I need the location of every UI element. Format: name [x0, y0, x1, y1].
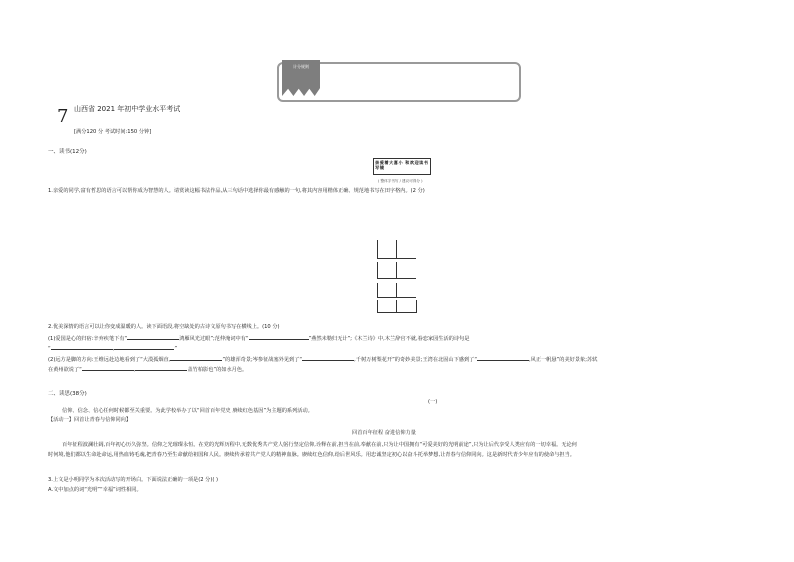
- question-2-line-4: [48, 365, 247, 375]
- q2-text-2c: ”: [174, 346, 178, 352]
- q2-text-1b: 鸿雁风光过眼”;范仲淹词中有“: [179, 336, 249, 342]
- answer-blank[interactable]: [302, 355, 354, 361]
- answer-blank[interactable]: [477, 355, 529, 361]
- grid-cell[interactable]: [377, 300, 417, 313]
- section-heading-thinking: 二、读思(38分): [48, 391, 87, 397]
- q2-text-2b: ,: [112, 346, 115, 352]
- q2-text-3a: (2)远方是脚的方向:王维远赴边地看到了“大漠孤烟直,: [48, 357, 171, 363]
- exam-tag-text: 计分规则: [293, 64, 309, 69]
- grid-divider: [396, 283, 397, 297]
- answer-blank[interactable]: [170, 355, 222, 361]
- exam-title: 山西省 2021 年初中学业水平考试: [74, 105, 181, 113]
- question-2-line-3: [48, 355, 597, 365]
- question-3: 3.上文是小明同学为本次活动写的开场白。下面说法正确的一项是(2 分)( ): [48, 477, 219, 483]
- article-paragraph-2: 时何境,他们都以生命赴命运,用热血铸毛魂,把青春乃至生命献给祖国和人民。赓续传承着共产党人的精神血脉。赓续红色信仰,给后世风乐。用忠诚坚定初心以奋斗托举梦想,让青春与信仰同向。这是新时代青少年应有的使命与担当。: [48, 452, 575, 458]
- q2-text-4c: 盖竹柏影也”的如水月色。: [187, 367, 248, 373]
- q2-text-3d: ,风正一帆悬”的美好景象;苏轼: [529, 357, 598, 363]
- question-3-option-a: A.文中加点的词“光明”“幸福”词性相同。: [48, 487, 142, 493]
- exam-subtitle: [满分120 分 考试时间:150 分钟]: [74, 129, 152, 135]
- q2-text-4a: 在黄州欲说了“: [48, 367, 82, 373]
- answer-blank[interactable]: [51, 344, 113, 350]
- q2-text-2a: “: [48, 346, 51, 352]
- answer-blank[interactable]: [249, 334, 309, 340]
- article-title: 回首百年征程 奋进信仰力量: [352, 430, 416, 436]
- q2-text-1a: (1)爱国是心的归宿:辛弃疾笔下有“: [48, 336, 128, 342]
- question-2-intro: 2.优美深情的语言可以让你变成温暖的人。读下面语段,将空缺处的古诗文原句书写在横线上。(10 分): [48, 324, 280, 330]
- article-paragraph-1: 百年征程波澜壮阔,百年初心历久弥坚。信仰之光璀璨永恒。在党的光辉历程中,无数优秀共产党人躬行坚定信仰,诠释在前,担当在前,奉献在前,只为让中国拥有“可爱美好的光明前途”,只为让后代享受人类应有的一切幸福。无论何: [62, 442, 577, 448]
- answer-blank[interactable]: [127, 334, 179, 340]
- section-heading-reading: 一、读书(12分): [48, 149, 87, 155]
- calligraphy-note: ( 整体字书写 / 建议可得分 ): [378, 179, 423, 183]
- q2-text-1c: ”燕然未勒归无计”;《木兰诗》中,木兰辞官不就,眷恋家园生活的诗句是: [308, 336, 470, 342]
- exam-number: 7: [57, 106, 69, 127]
- grid-divider: [396, 240, 397, 258]
- part-label: (一): [428, 399, 438, 405]
- grid-divider: [396, 262, 397, 278]
- answer-blank[interactable]: [82, 365, 134, 371]
- section-2-intro: 信仰、信念、信心任何时候都至关重要。为此学校举办了以“回首百年党史 赓续红色基因”为主题的系列活动。: [62, 408, 313, 414]
- q2-text-3b: ”的雄浑奇景;岑参征战塞外见到了“: [222, 357, 303, 363]
- q2-text-4b: ,: [133, 367, 136, 373]
- question-2-line-1: [48, 334, 469, 344]
- question-1: 1.亲爱的同学,富有哲思的语言可以帮你成为智慧的人。请赏读这幅书法作品,从三句话中选择你最有感触的一句,将其内容用楷体正确、规范地书写在田字格内。(2 分): [48, 188, 425, 194]
- grid-divider: [396, 300, 397, 312]
- answer-blank[interactable]: [114, 344, 174, 350]
- q2-text-3c: ,千树万树梨花开”的奇妙美景;王湾在北固山下感到了“: [354, 357, 478, 363]
- answer-blank[interactable]: [135, 365, 187, 371]
- activity-heading: 【活动一】回首让青春与信仰同向】: [48, 417, 132, 423]
- question-2-line-2: [48, 344, 177, 354]
- calligraphy-text: 亲爱着大喜小 和欢迎读书写镜: [375, 160, 429, 171]
